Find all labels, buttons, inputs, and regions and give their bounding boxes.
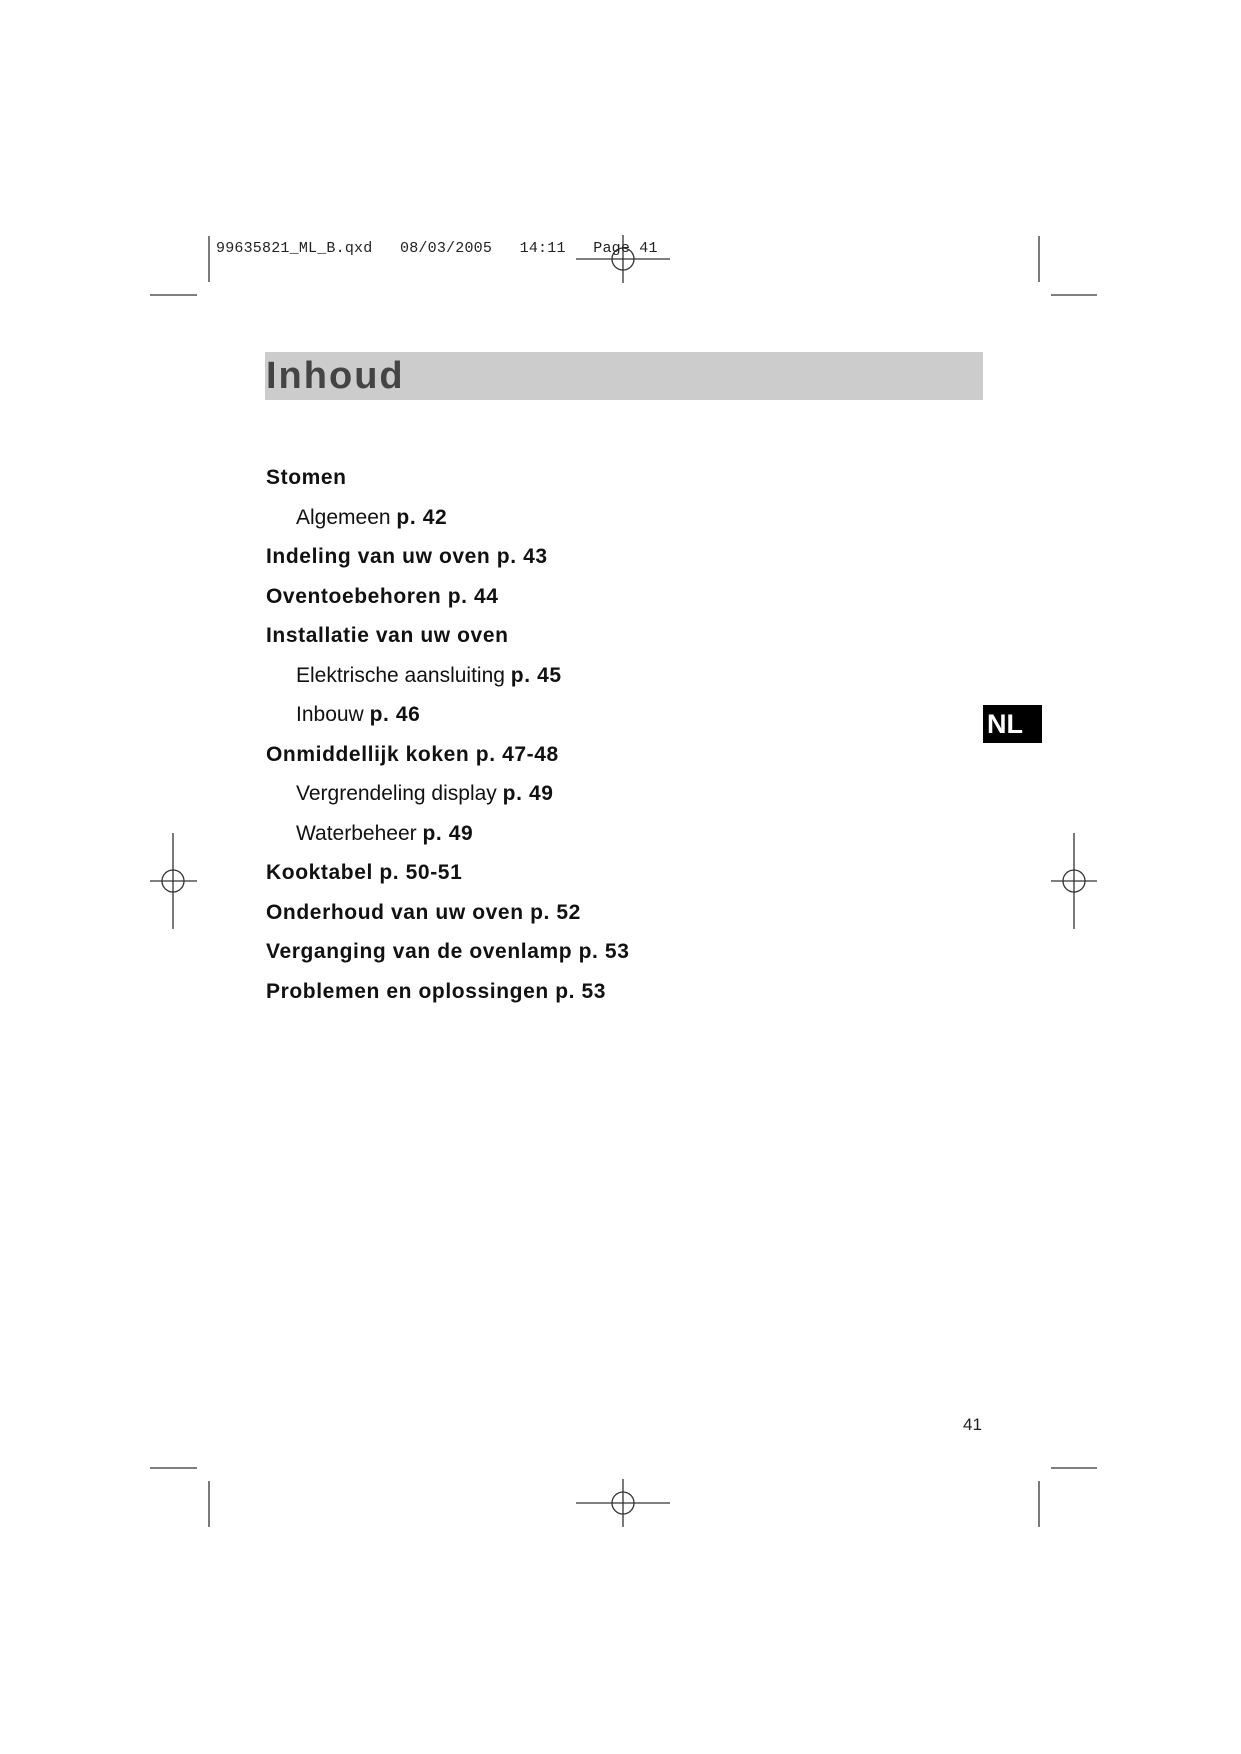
language-badge: NL (983, 705, 1042, 743)
toc-entry (266, 735, 966, 775)
toc-entry (266, 893, 966, 933)
toc-entry-page: p. 53 (555, 979, 607, 1003)
toc-entry-label: Waterbeheer (296, 821, 417, 845)
page-title: Inhoud (266, 355, 405, 397)
table-of-contents (266, 458, 966, 1011)
toc-entry-page: p. 52 (530, 900, 581, 924)
toc-entry (266, 814, 966, 854)
toc-entry (266, 774, 966, 814)
toc-entry-label: Stomen (266, 466, 347, 489)
toc-entry (266, 656, 966, 696)
toc-entry-page: p. 42 (396, 505, 448, 529)
page-number: 41 (963, 1415, 982, 1434)
toc-entry-page: p. 53 (578, 940, 630, 963)
toc-entry-label: Verganging van de ovenlamp (266, 940, 573, 963)
toc-entry-page: p. 47-48 (475, 742, 559, 766)
toc-entry (266, 695, 966, 735)
toc-entry-label: Kooktabel (266, 861, 373, 884)
toc-entry (266, 498, 966, 538)
toc-entry-label: Inbouw (296, 703, 364, 726)
toc-entry (266, 616, 966, 656)
toc-entry-label: Algemeen (296, 505, 391, 529)
toc-entry-label: Onderhoud van uw oven (266, 900, 524, 924)
toc-entry (266, 853, 966, 893)
print-slug: 99635821_ML_B.qxd 08/03/2005 14:11 Page 41 (216, 240, 658, 257)
toc-entry-label: Installatie van uw oven (266, 624, 509, 647)
toc-entry (266, 458, 966, 498)
toc-entry (266, 932, 966, 972)
toc-entry-page: p. 50-51 (379, 861, 463, 884)
toc-entry-page: p. 46 (369, 703, 421, 726)
toc-entry-label: Problemen en oplossingen (266, 979, 549, 1003)
toc-entry-page: p. 45 (510, 663, 562, 687)
toc-entry (266, 537, 966, 577)
toc-entry-page: p. 49 (422, 821, 474, 845)
toc-entry (266, 577, 966, 617)
toc-entry-label: Onmiddellijk koken (266, 742, 470, 766)
toc-entry-label: Elektrische aansluiting (296, 663, 505, 687)
toc-entry-label: Indeling van uw oven (266, 545, 491, 568)
toc-entry-page: p. 44 (447, 584, 499, 608)
toc-entry-page: p. 49 (502, 782, 554, 805)
toc-entry (266, 972, 966, 1012)
toc-entry-label: Oventoebehoren (266, 584, 442, 608)
toc-entry-label: Vergrendeling display (296, 782, 497, 805)
toc-entry-page: p. 43 (496, 545, 548, 568)
